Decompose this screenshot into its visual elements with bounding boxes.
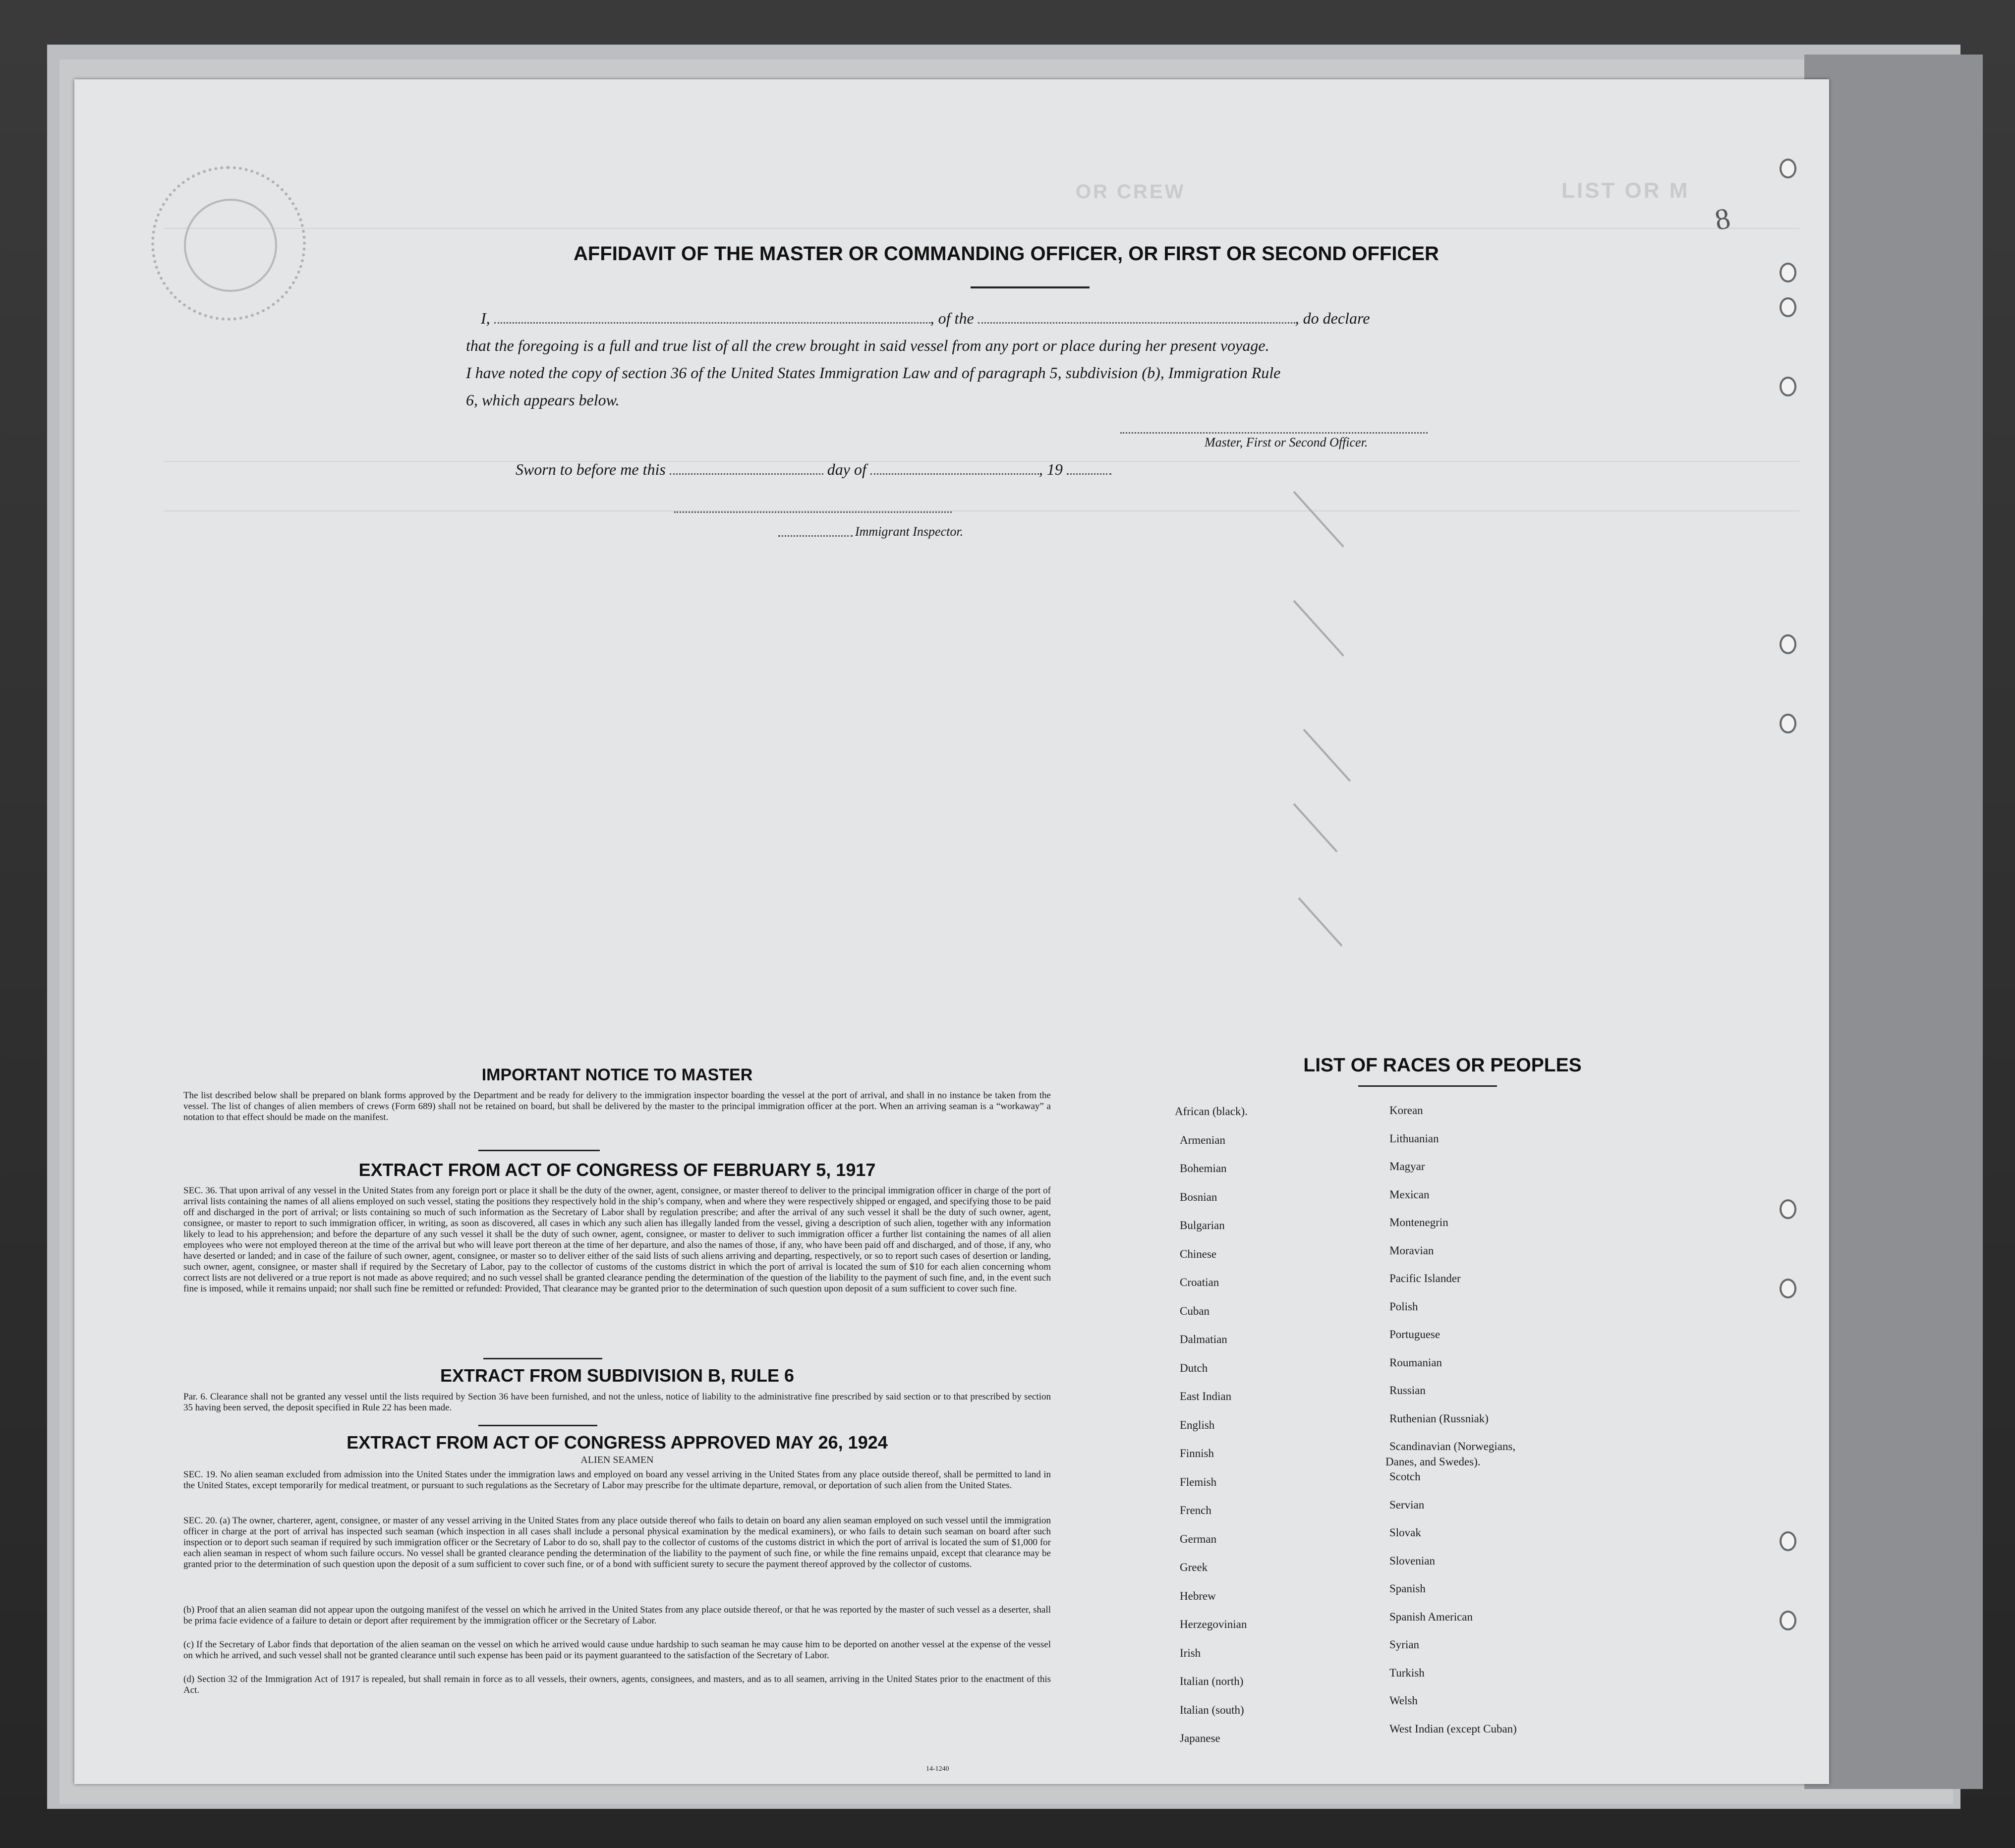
race-item: Slovenian xyxy=(1389,1554,1435,1567)
notice-body: The list described below shall be prepared on blank forms approved by the Department and be ready for delivery to the immigration inspector boarding the vessel at the port of arrival, and shall in no instance be taken from the vessel. The list of changes of alien members of crews (Form 689) shall not be retained on board, but shall be delivered by the master to the principal immigration officer at the port. When an arriving seaman is a “workaway” a notation to that effect should be made on the manifest. xyxy=(183,1090,1051,1122)
binding-hole-icon xyxy=(1780,1199,1796,1219)
sworn-line xyxy=(516,456,1209,483)
sworn-day-field[interactable] xyxy=(670,473,823,475)
race-item: Croatian xyxy=(1180,1276,1219,1288)
form-number: 14-1240 xyxy=(926,1765,949,1773)
race-item: Syrian xyxy=(1389,1638,1420,1651)
master-signature-label: Master, First or Second Officer. xyxy=(1205,435,1368,449)
race-item: Ruthenian (Russniak) xyxy=(1389,1412,1489,1425)
affidavit-title: AFFIDAVIT OF THE MASTER OR COMMANDING OFFICER, OR FIRST OR SECOND OFFICER xyxy=(574,243,1439,265)
bleed-through-rule xyxy=(164,228,1799,229)
act-1924-title: EXTRACT FROM ACT OF CONGRESS APPROVED MAY 26, 1924 xyxy=(346,1432,888,1453)
handwritten-page-number: 8 xyxy=(1712,201,1733,237)
race-item: Scotch xyxy=(1389,1470,1421,1483)
pencil-mark xyxy=(1293,491,1344,548)
sworn-month-field[interactable] xyxy=(870,473,1039,475)
race-item: Bohemian xyxy=(1180,1162,1227,1175)
affidavit-declaration-line xyxy=(481,305,1512,332)
binding-hole-icon xyxy=(1780,159,1796,178)
binding-hole-icon xyxy=(1780,263,1796,282)
act-1917-title: EXTRACT FROM ACT OF CONGRESS OF FEBRUARY 5, 1917 xyxy=(358,1160,876,1180)
race-item: Flemish xyxy=(1180,1475,1217,1488)
race-item: Danes, and Swedes). xyxy=(1385,1456,1481,1468)
binding-hole-icon xyxy=(1780,1279,1796,1298)
section-divider xyxy=(478,1425,597,1426)
affidavit-statement: I have noted the copy of section 36 of the United States Immigration Law and of paragraph 5, subdivision (b), Immigration Rule xyxy=(466,364,1281,382)
binding-hole-icon xyxy=(1780,297,1796,317)
declarant-label: I, xyxy=(481,309,490,327)
race-item: Spanish xyxy=(1389,1582,1426,1595)
race-item: Chinese xyxy=(1180,1247,1217,1260)
rule-6-body: Par. 6. Clearance shall not be granted any vessel until the lists required by Section 36 have been furnished, and not the unless, notice of liability to the administrative fine prescribed by said section or to that prescribed by section 35 having been served, the deposit specified in Rule 22 has been made. xyxy=(183,1392,1051,1413)
pencil-mark xyxy=(1303,729,1351,782)
binding-hole-icon xyxy=(1780,634,1796,654)
act-1924-subtitle: ALIEN SEAMEN xyxy=(580,1455,654,1465)
race-item: Hebrew xyxy=(1180,1589,1216,1602)
act-1924-paragraph: (b) Proof that an alien seaman did not appear upon the outgoing manifest of the vessel on which he arrived in the United States from any place outside thereof, or that he was reported by the master of such vessel as a deserter, shall be prima facie evidence of a failure to detain or deport after requirement by the immigration officer or the Secretary of Labor. xyxy=(183,1605,1051,1626)
section-divider xyxy=(478,1150,600,1151)
rule-6-title: EXTRACT FROM SUBDIVISION B, RULE 6 xyxy=(440,1365,795,1386)
race-item: Irish xyxy=(1180,1646,1201,1659)
act-1924-paragraph: SEC. 20. (a) The owner, charterer, agent, consignee, or master of any vessel arriving in the United States from any place outside thereof who fails to detain on board any alien seaman employed on such vessel until the immigration officer in charge at the port of arrival has inspected such seaman (which inspection in all cases shall include a personal physical examination by the medical examiners), or who fails to detain such seaman on board after such inspection or to deport such seaman if required by such immigration officer or the Secretary of Labor to do so, shall pay to the collector of customs of the customs district in which the port of arrival is located the sum of $1,000 for each alien seaman in respect of whom such failure occurs. No vessel shall be granted clearance pending the determination of the liability to the payment of such fine, or while the fine remains unpaid, except that clearance may be granted prior to the determination of such question upon the deposit of a sum sufficient to cover such fine, or of a bond with sufficient surety to secure the payment thereof approved by the collector of customs. xyxy=(183,1515,1051,1569)
race-item: Korean xyxy=(1389,1104,1423,1117)
races-title: LIST OF RACES OR PEOPLES xyxy=(1303,1055,1582,1076)
inspector-signature-field[interactable] xyxy=(674,511,952,513)
inspector-signature-field[interactable] xyxy=(778,535,853,537)
race-item: Roumanian xyxy=(1389,1356,1442,1369)
seal-stamp xyxy=(151,166,306,321)
act-1917-body: SEC. 36. That upon arrival of any vessel in the United States from any foreign port or place it shall be the duty of the owner, agent, consignee, or master thereof to deliver to the principal immigration officer in charge of the port of arrival lists containing the names of all aliens employed on such vessel, stating the positions they respectively hold in the ship’s company, when and where they were respectively shipped or engaged, and specifying those to be paid off and discharged in the port of arrival; or lists containing so much of such information as the Secretary of Labor shall by regulation prescribe; and after the arrival of any such vessel it shall be the duty of such owner, agent, consignee, or master to report to such immigration officer, in writing, as soon as discovered, all cases in which any such alien has illegally landed from the vessel, giving a description of such alien, together with any information likely to lead to his apprehension; and before the departure of any such vessel it shall be the duty of such owner, agent, consignee, or master to deliver to such immigration officer a further list containing the names of all alien employees who were not employed thereon at the time of the arrival but who will leave port thereon at the time of her departure, and also the names of those, if any, who have been paid off and discharged, and of those, if any, who have deserted or landed; and in case of the failure of such owner, agent, consignee, or master so to deliver either of the said lists of such aliens arriving and departing, respectively, or so to report such cases of desertion or landing, such owner, agent, consignee, or master shall if required by the Secretary of Labor, pay to the collector of customs of the customs district in which the port of arrival is located the sum of $10 for each alien concerning whom correct lists are not delivered or a true report is not made as above required; and no such vessel shall be granted clearance pending the determination of the question of the liability to the payment of such fine, and, in the event such fine is imposed, while it remains unpaid; nor shall such fine be remitted or refunded: Provided, That clearance may be granted prior to the determination of such question upon deposit of a sum sufficient to cover such fine. xyxy=(183,1185,1051,1294)
binding-hole-icon xyxy=(1780,714,1796,733)
race-item: English xyxy=(1180,1418,1215,1431)
race-item: Greek xyxy=(1180,1561,1208,1573)
sworn-year-field[interactable] xyxy=(1067,473,1111,475)
pencil-mark xyxy=(1298,897,1343,947)
race-item: East Indian xyxy=(1180,1390,1232,1402)
race-item: West Indian (except Cuban) xyxy=(1389,1722,1517,1735)
race-item: Finnish xyxy=(1180,1447,1214,1459)
race-item: Cuban xyxy=(1180,1304,1210,1317)
race-item: Pacific Islander xyxy=(1389,1272,1461,1285)
race-item: Spanish American xyxy=(1389,1610,1473,1623)
race-item: Welsh xyxy=(1389,1694,1418,1707)
affidavit-statement: 6, which appears below. xyxy=(466,391,620,409)
page-stack-edge xyxy=(1804,55,1983,1789)
race-item: Dutch xyxy=(1180,1361,1208,1374)
race-item: African (black). xyxy=(1175,1105,1248,1118)
race-item: Portuguese xyxy=(1389,1328,1440,1341)
race-item: Dalmatian xyxy=(1180,1333,1227,1345)
section-divider xyxy=(483,1358,602,1359)
binding-hole-icon xyxy=(1780,1611,1796,1630)
race-item: French xyxy=(1180,1504,1211,1516)
notice-title: IMPORTANT NOTICE TO MASTER xyxy=(481,1065,753,1084)
act-1924-paragraph: SEC. 19. No alien seaman excluded from admission into the United States under the immigration laws and employed on board any vessel arriving in the United States from any place outside thereof, shall be permitted to land in the United States, except temporarily for medical treatment, or pursuant to such regulations as the Secretary of Labor may prescribe for the ultimate departure, removal, or deportation of such alien from the United States. xyxy=(183,1469,1051,1491)
sworn-label: Sworn to before me this xyxy=(516,460,666,478)
pencil-mark xyxy=(1293,600,1344,657)
race-item: Armenian xyxy=(1180,1133,1225,1146)
race-item: Mexican xyxy=(1389,1188,1430,1201)
race-item: Turkish xyxy=(1389,1666,1425,1679)
race-item: Magyar xyxy=(1389,1160,1425,1173)
race-item: Japanese xyxy=(1180,1732,1220,1744)
race-item: Slovak xyxy=(1389,1526,1421,1539)
pencil-mark xyxy=(1293,803,1338,852)
race-item: Polish xyxy=(1389,1300,1418,1313)
race-item: German xyxy=(1180,1532,1217,1545)
bleed-through-title: OR CREW xyxy=(1076,181,1186,203)
race-item: Servian xyxy=(1389,1498,1425,1511)
race-item: Herzegovinian xyxy=(1180,1618,1247,1630)
ledger-page xyxy=(74,79,1829,1784)
master-signature-field[interactable] xyxy=(1120,432,1428,434)
bleed-through-rule xyxy=(164,510,1799,511)
section-divider xyxy=(1358,1085,1497,1087)
vessel-name-field[interactable] xyxy=(978,322,1295,324)
declarant-name-field[interactable] xyxy=(494,322,930,324)
race-item: Italian (north) xyxy=(1180,1675,1244,1687)
race-item: Montenegrin xyxy=(1389,1216,1448,1229)
title-rule xyxy=(971,286,1090,288)
inspector-label: Immigrant Inspector. xyxy=(855,524,964,539)
affidavit-statement: that the foregoing is a full and true list of all the crew brought in said vessel from any port or place during her present voyage. xyxy=(466,336,1269,354)
bleed-through-title: LIST OR M xyxy=(1561,178,1690,203)
race-item: Scandinavian (Norwegians, xyxy=(1389,1440,1516,1453)
race-item: Moravian xyxy=(1389,1244,1434,1257)
act-1924-paragraph: (d) Section 32 of the Immigration Act of 1917 is repealed, but shall remain in force as to all vessels, their owners, agents, consignees, and masters, and as to all seamen, arriving in the United States prior to the enactment of this Act. xyxy=(183,1674,1051,1695)
act-1924-paragraph: (c) If the Secretary of Labor finds that deportation of the alien seaman on the vessel on which he arrived would cause undue hardship to such seaman he may cause him to be deported on another vessel at the expense of the vessel on which he arrived, and such vessel shall not be granted clearance until such expense has been paid or its payment guaranteed to the satisfaction of the Secretary of Labor. xyxy=(183,1639,1051,1661)
do-declare-label: , do declare xyxy=(1295,309,1370,327)
binding-hole-icon xyxy=(1780,377,1796,396)
race-item: Bosnian xyxy=(1180,1190,1217,1203)
of-the-label: , of the xyxy=(930,309,974,327)
binding-hole-icon xyxy=(1780,1531,1796,1551)
race-item: Italian (south) xyxy=(1180,1703,1244,1716)
race-item: Russian xyxy=(1389,1384,1426,1397)
day-of-label: day of xyxy=(827,460,866,478)
year-label: , 19 xyxy=(1038,460,1063,478)
race-item: Bulgarian xyxy=(1180,1219,1225,1232)
race-item: Lithuanian xyxy=(1389,1132,1439,1145)
